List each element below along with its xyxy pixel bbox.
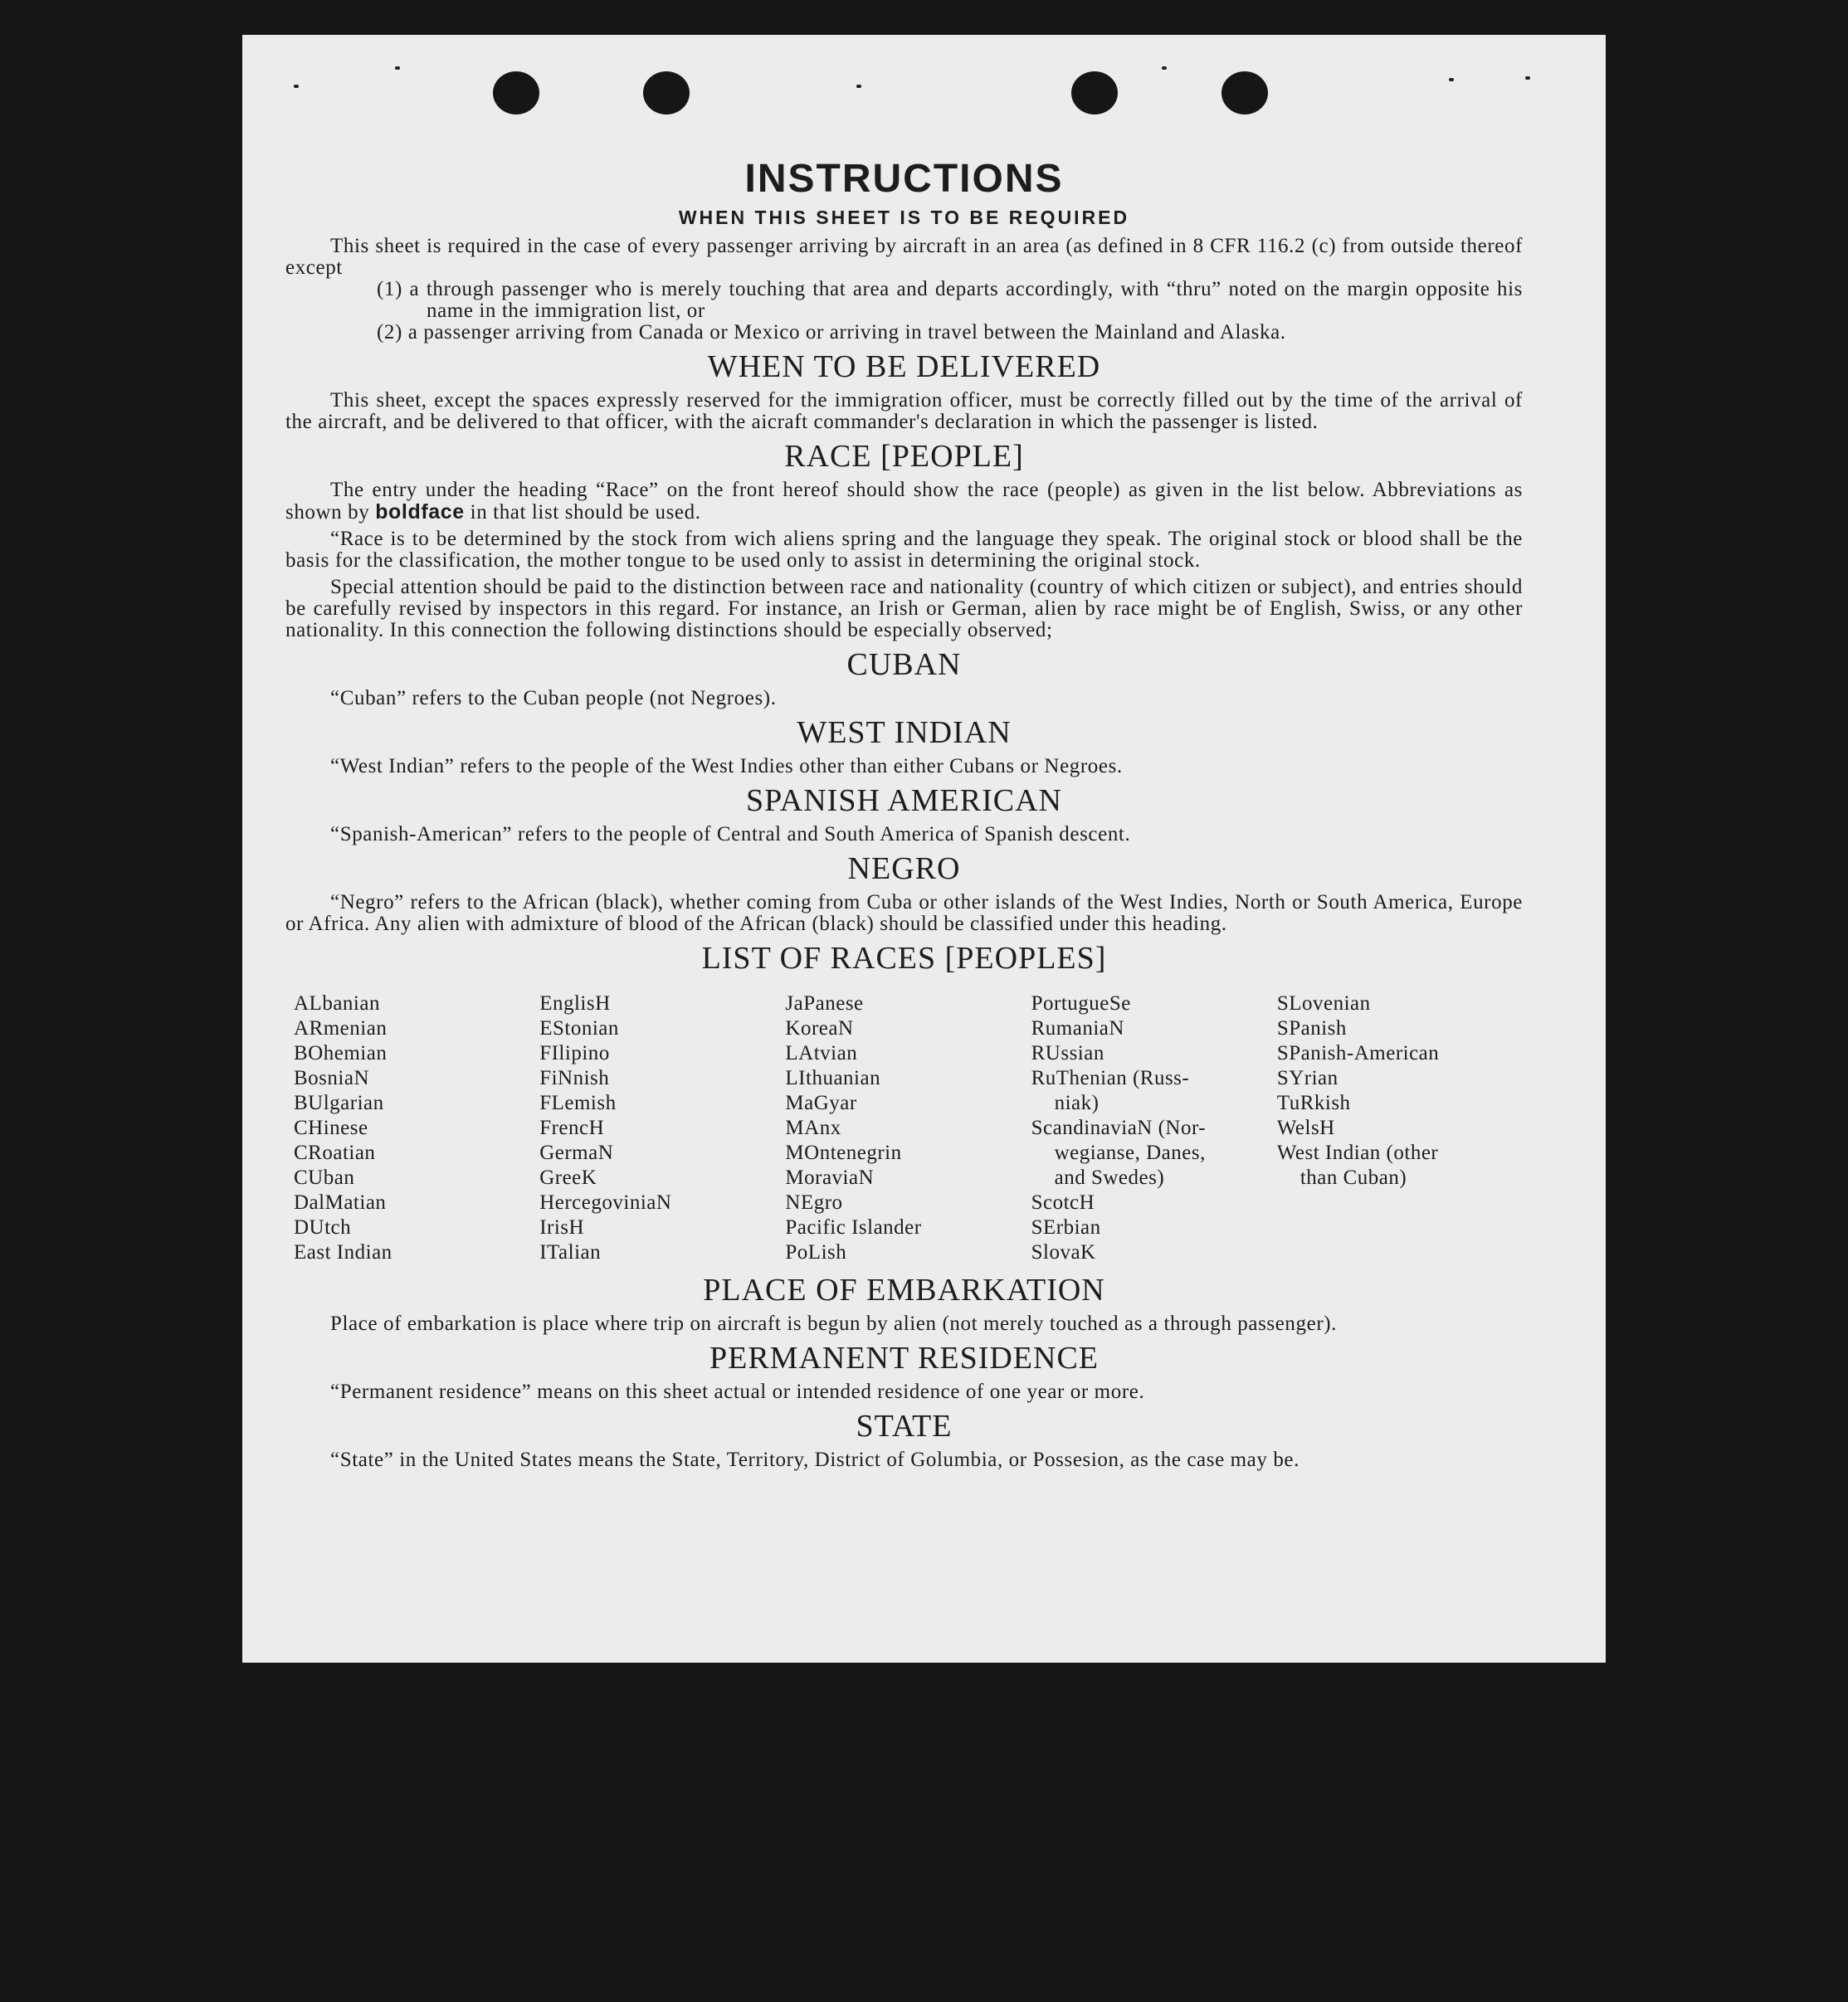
page-subtitle: WHEN THIS SHEET IS TO BE REQUIRED xyxy=(678,207,1130,228)
race-entry: DalMatian xyxy=(294,1191,387,1214)
west-indian-text: “West Indian” refers to the people of the West Indies other than either Cubans or Negroes. xyxy=(330,755,1123,777)
punch-hole xyxy=(643,71,690,114)
dust-speck xyxy=(1162,66,1167,70)
races-column-5 xyxy=(1277,991,1523,1265)
race-entry: EStonian xyxy=(539,1017,619,1040)
race-entry: ITalian xyxy=(539,1241,602,1264)
race-entry: PortugueSe xyxy=(1031,992,1131,1015)
race-entry: SPanish xyxy=(1276,1017,1347,1040)
dust-speck xyxy=(294,85,299,88)
race-entry: West Indian (other than Cuban) xyxy=(1276,1142,1439,1189)
section-heading-negro: NEGRO xyxy=(847,851,961,886)
race-entry: MaGyar xyxy=(785,1092,857,1114)
section-heading-delivered: WHEN TO BE DELIVERED xyxy=(707,349,1101,384)
dust-speck xyxy=(1525,76,1530,80)
race-entry: East Indian xyxy=(294,1241,393,1264)
race-entry: JaPanese xyxy=(785,992,864,1015)
races-list xyxy=(294,991,1523,1265)
section-heading-list-of-races: LIST OF RACES [PEOPLES] xyxy=(701,941,1107,976)
race-entry: LAtvian xyxy=(785,1042,858,1064)
races-column-3 xyxy=(785,991,1031,1265)
race-entry: ARmenian xyxy=(294,1017,388,1040)
residence-text: “Permanent residence” means on this sheet actual or intended residence of one year or more. xyxy=(330,1381,1145,1403)
race-entry: MoraviaN xyxy=(785,1167,875,1189)
dust-speck xyxy=(395,66,400,70)
race-entry: BOhemian xyxy=(294,1042,388,1064)
race-entry: GermaN xyxy=(539,1142,614,1164)
race-entry: CUban xyxy=(294,1167,355,1189)
race-entry: Pacific Islander xyxy=(785,1216,922,1239)
race-paragraph-3: Special attention should be paid to the distinction between race and nationality (country of which citizen or subject), and entries should be carefully revised by inspectors in this regard. For instance, an Irish or German, alien by race might be of English, Swiss, or any other nationality. In this connection the following distinctions should be especially observed; xyxy=(285,576,1523,641)
race-entry: CHinese xyxy=(294,1117,368,1139)
section-heading-residence: PERMANENT RESIDENCE xyxy=(709,1341,1100,1376)
section-heading-cuban: CUBAN xyxy=(846,647,962,682)
race-entry: CRoatian xyxy=(294,1142,376,1164)
required-intro: This sheet is required in the case of every passenger arriving by aircraft in an area (as defined in 8 CFR 116.2 (c) from outside thereof except xyxy=(285,235,1523,279)
race-p1-bold-word: boldface xyxy=(375,500,465,524)
race-entry: BUlgarian xyxy=(294,1092,384,1114)
delivered-text: This sheet, except the spaces expressly reserved for the immigration officer, must be correctly filled out by the time of the arrival of the aircraft, and be delivered to that officer, with the aicraft commander's declaration in which the passenger is listed. xyxy=(285,389,1523,433)
cuban-text: “Cuban” refers to the Cuban people (not Negroes). xyxy=(330,687,777,709)
page-title: INSTRUCTIONS xyxy=(744,157,1064,201)
race-entry: MAnx xyxy=(785,1117,841,1139)
state-text: “State” in the United States means the State, Territory, District of Golumbia, or Possesion, as the case may be. xyxy=(330,1449,1299,1471)
race-entry: DUtch xyxy=(294,1216,352,1239)
race-entry: HercegoviniaN xyxy=(539,1191,672,1214)
race-entry: FrencH xyxy=(539,1117,605,1139)
race-entry: MOntenegrin xyxy=(785,1142,902,1164)
race-entry: BosniaN xyxy=(294,1067,369,1089)
race-entry: KoreaN xyxy=(785,1017,854,1040)
embarkation-text: Place of embarkation is place where trip on aircraft is begun by alien (not merely touched as a through passenger). xyxy=(330,1313,1338,1335)
race-entry: FiNnish xyxy=(539,1067,610,1089)
race-entry: SYrian xyxy=(1276,1067,1338,1089)
race-entry: FIlipino xyxy=(539,1042,610,1064)
section-heading-embarkation: PLACE OF EMBARKATION xyxy=(703,1273,1105,1308)
race-entry: GreeK xyxy=(539,1167,597,1189)
race-entry: ScandinaviaN (Nor- wegianse, Danes, and Swedes) xyxy=(1031,1117,1207,1189)
race-entry: SlovaK xyxy=(1031,1241,1096,1264)
race-entry: IrisH xyxy=(539,1216,585,1239)
race-p1-text: The entry under the heading “Race” on the front hereof should show the race (people) as given in the list below. Abbreviations as shown by xyxy=(285,479,1523,524)
races-column-2 xyxy=(539,991,785,1265)
exception-item-1: (1) a through passenger who is merely touching that area and departs accordingly, with “thru” noted on the margin opposite his name in the immigration list, or xyxy=(377,278,1523,322)
race-entry: ALbanian xyxy=(294,992,380,1015)
race-entry: FLemish xyxy=(539,1092,617,1114)
race-entry: LIthuanian xyxy=(785,1067,881,1089)
race-entry: RumaniaN xyxy=(1031,1017,1124,1040)
race-entry: PoLish xyxy=(785,1241,847,1264)
section-heading-west-indian: WEST INDIAN xyxy=(797,715,1012,750)
section-heading-race: RACE [PEOPLE] xyxy=(784,439,1024,474)
instruction-sheet xyxy=(242,35,1606,1663)
race-entry: SPanish-American xyxy=(1276,1042,1440,1064)
section-heading-state: STATE xyxy=(856,1409,953,1444)
race-entry: SErbian xyxy=(1031,1216,1101,1239)
races-column-4 xyxy=(1031,991,1277,1265)
negro-text: “Negro” refers to the African (black), whether coming from Cuba or other islands of the West Indies, North or South America, Europe or Africa. Any alien with admixture of blood of the African (black) should be classified under this heading. xyxy=(285,891,1523,935)
spanish-american-text: “Spanish-American” refers to the people of Central and South America of Spanish descent. xyxy=(330,823,1131,845)
race-paragraph-1 xyxy=(285,480,1523,524)
race-entry: RuThenian (Russ- niak) xyxy=(1031,1067,1190,1114)
race-entry: NEgro xyxy=(785,1191,843,1214)
race-p1-text-end: in that list should be used. xyxy=(464,501,701,524)
race-entry: ScotcH xyxy=(1031,1191,1095,1214)
race-paragraph-2: “Race is to be determined by the stock from wich aliens spring and the language they speak. The original stock or blood shall be the basis for the classification, the mother tongue to be used only to assist in determining the original stock. xyxy=(285,528,1523,572)
race-entry: WelsH xyxy=(1276,1117,1335,1139)
dust-speck xyxy=(856,85,861,88)
punch-hole xyxy=(493,71,539,114)
race-entry: EnglisH xyxy=(539,992,611,1015)
race-entry: RUssian xyxy=(1031,1042,1104,1064)
punch-hole xyxy=(1071,71,1118,114)
exception-item-2: (2) a passenger arriving from Canada or Mexico or arriving in travel between the Mainland and Alaska. xyxy=(377,321,1286,343)
section-heading-spanish-american: SPANISH AMERICAN xyxy=(746,783,1062,818)
race-entry: SLovenian xyxy=(1276,992,1371,1015)
dust-speck xyxy=(1449,78,1454,81)
races-column-1 xyxy=(294,991,539,1265)
punch-hole xyxy=(1221,71,1268,114)
race-entry: TuRkish xyxy=(1276,1092,1351,1114)
